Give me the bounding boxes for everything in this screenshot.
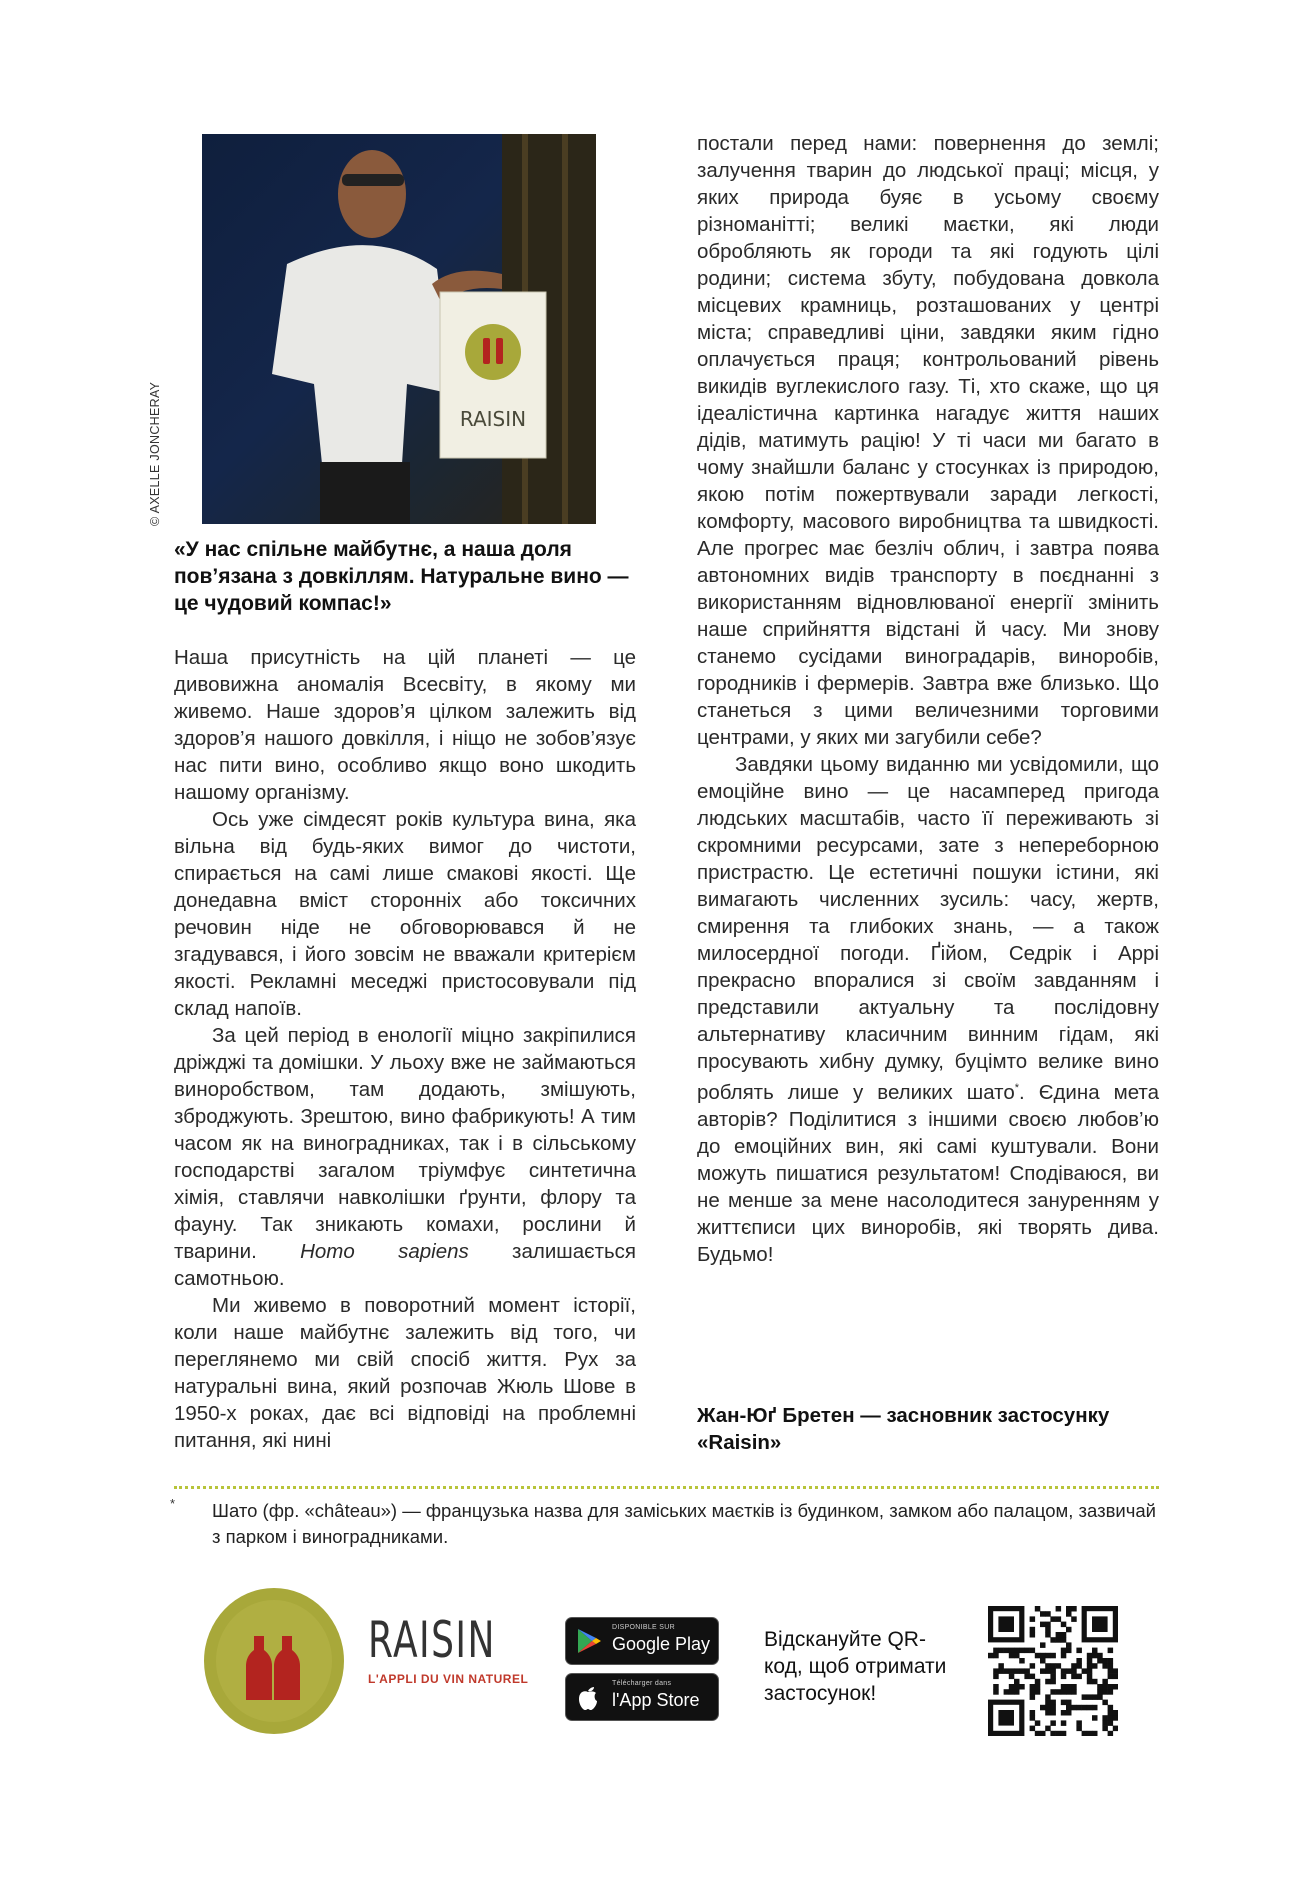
scan-instruction: Відскануйте QR-код, щоб отримати застосунок! xyxy=(764,1628,947,1705)
paragraph xyxy=(174,1022,636,1292)
paragraph: Ми живемо в поворотний момент історії, коли наше майбутнє залежить від того, чи переглянемо ми свій спосіб життя. Рух за натуральні вина, який розпочав Жюль Шове в 1950-х роках, дає всі відповіді на проблемні питання, які нині xyxy=(174,1294,636,1452)
paragraph: Ось уже сімдесят років культура вина, яка вільна від будь-яких вимог до чистоти, спирається на самі лише смакові якості. Ще донедавна вміст сторонніх або токсичних речовин ніде не обговорювався й не згадувався, і його зовсім не вважали критерієм якості. Рекламні меседжі пристосовували під склад напоїв. xyxy=(174,808,636,1020)
footnote-mark: * xyxy=(170,1496,176,1511)
article-column-1 xyxy=(174,644,636,1454)
paragraph-text: Завдяки цьому виданню ми усвідомили, що емоційне вино — це насамперед пригода людських масштабів, часто її переживають зі скромними ресурсами, зате з непереборною пристрастю. Це естетичні пошуки істини, які вимагають численних зусиль: часу, жертв, смирення та глибоких знань, — а також милосердної погоди. Ґійом, Седрік і Аррі прекрасно впоралися зі своїм завданням і представили актуальну та послідовну альтернативу класичним винним гідам, які просувають хибну думку, буцімто велике вино роблять лише у великих шато xyxy=(697,753,1159,1104)
brand-tagline: L'APPLI DU VIN NATUREL xyxy=(368,1672,529,1686)
dotted-divider xyxy=(174,1486,1159,1489)
portrait-photo xyxy=(202,134,596,524)
footnote-ref: * xyxy=(1014,1082,1020,1094)
google-play-label: Google Play xyxy=(612,1634,711,1654)
paragraph-text: За цей період в енології міцно закріпилися дріжджі та домішки. У льоху вже не займаються виноробством, там додають, змішують, зброджують. Зрештою, вино фабрикують! А тим часом як на виноградниках, так і в сільському господарстві загалом тріумфує синтетична хімія, ставлячи навколішки ґрунти, флору та фауну. Так зникають комахи, рослини й тварини. xyxy=(174,1024,636,1263)
paragraph: Наша присутність на цій планеті — це дивовижна аномалія Всесвіту, в якому ми живемо. Наше здоров’я цілком залежить від здоров’я нашого довкілля, і ніщо не зобов’язує нас пити вино, особливо якщо воно шкодить нашому організму. xyxy=(174,646,636,804)
qr-code-icon[interactable] xyxy=(988,1606,1118,1736)
paragraph-text-end: . Єдина мета авторів? Поділитися з іншими своєю любов’ю до емоційних вин, які самі куштували. Вони можуть пишатися результатом! Сподіваюся, ви не менше за мене насолодитеся зануренням у життєписи цих виноробів, які творять дива. Будьмо! xyxy=(697,1080,1159,1266)
italic-term: Homo sapiens xyxy=(300,1240,469,1263)
paragraph xyxy=(697,751,1159,1268)
app-store-small-text: Télécharger dans xyxy=(612,1680,672,1687)
app-store-badge[interactable] xyxy=(565,1673,719,1721)
google-play-small-text: DISPONIBLE SUR xyxy=(612,1624,675,1631)
article-column-2 xyxy=(697,130,1159,1268)
footnote: Шато (фр. «château») — французька назва для заміських маєтків із будинком, замком або палацом, зазвичай з парком і виноградниками. xyxy=(212,1500,1156,1547)
photo-illustration xyxy=(202,134,596,524)
photo-credit: © AXELLE JONCHERAY xyxy=(148,381,162,526)
signature: Жан-Юґ Бретен — засновник застосунку «Raisin» xyxy=(697,1404,1110,1454)
google-play-badge[interactable] xyxy=(565,1617,719,1665)
apple-icon xyxy=(576,1683,600,1711)
paragraph-text-end: залишається самотньою. xyxy=(174,1240,636,1290)
poster-text: RAISIN xyxy=(459,407,527,431)
raisin-logo-icon xyxy=(202,1586,347,1736)
brand-name: RAISIN xyxy=(368,1611,496,1669)
app-store-label: l'App Store xyxy=(612,1690,700,1710)
paragraph: постали перед нами: повернення до землі; залучення тварин до людської праці; місця, у яких природа буяє в усьому своєму різноманітті; великі маєтки, які люди обробляють як городи та які годують цілі родини; система збуту, побудована довкола місцевих крамниць, розташованих у центрі міста; справедливі ціни, завдяки яким гідно оплачується праця; контрольований рівень викидів вуглекислого газу. Ті, хто скаже, що ця ідеалістична картинка нагадує життя наших дідів, матимуть рацію! У ті часи ми багато в чому знайшли баланс у стосунках із природою, якою потім пожертвували заради легкості, комфорту, масового виробництва та швидкості. Але прогрес має безліч облич, і завтра поява автономних видів транспорту в поєднанні з використанням відновлюваної енергії змінить наше сприйняття відстані й часу. Ми знову станемо сусідами виноградарів, виноробів, городників і фермерів. Завтра вже близько. Що станеться з цими величезними торговими центрами, у яких ми загубили себе? xyxy=(697,132,1159,749)
photo-caption: «У нас спільне майбутнє, а наша доля пов’язана з довкіллям. Натуральне вино — це чудовий компас!» xyxy=(174,538,629,615)
google-play-icon xyxy=(576,1627,602,1655)
brand-block xyxy=(368,1610,529,1686)
